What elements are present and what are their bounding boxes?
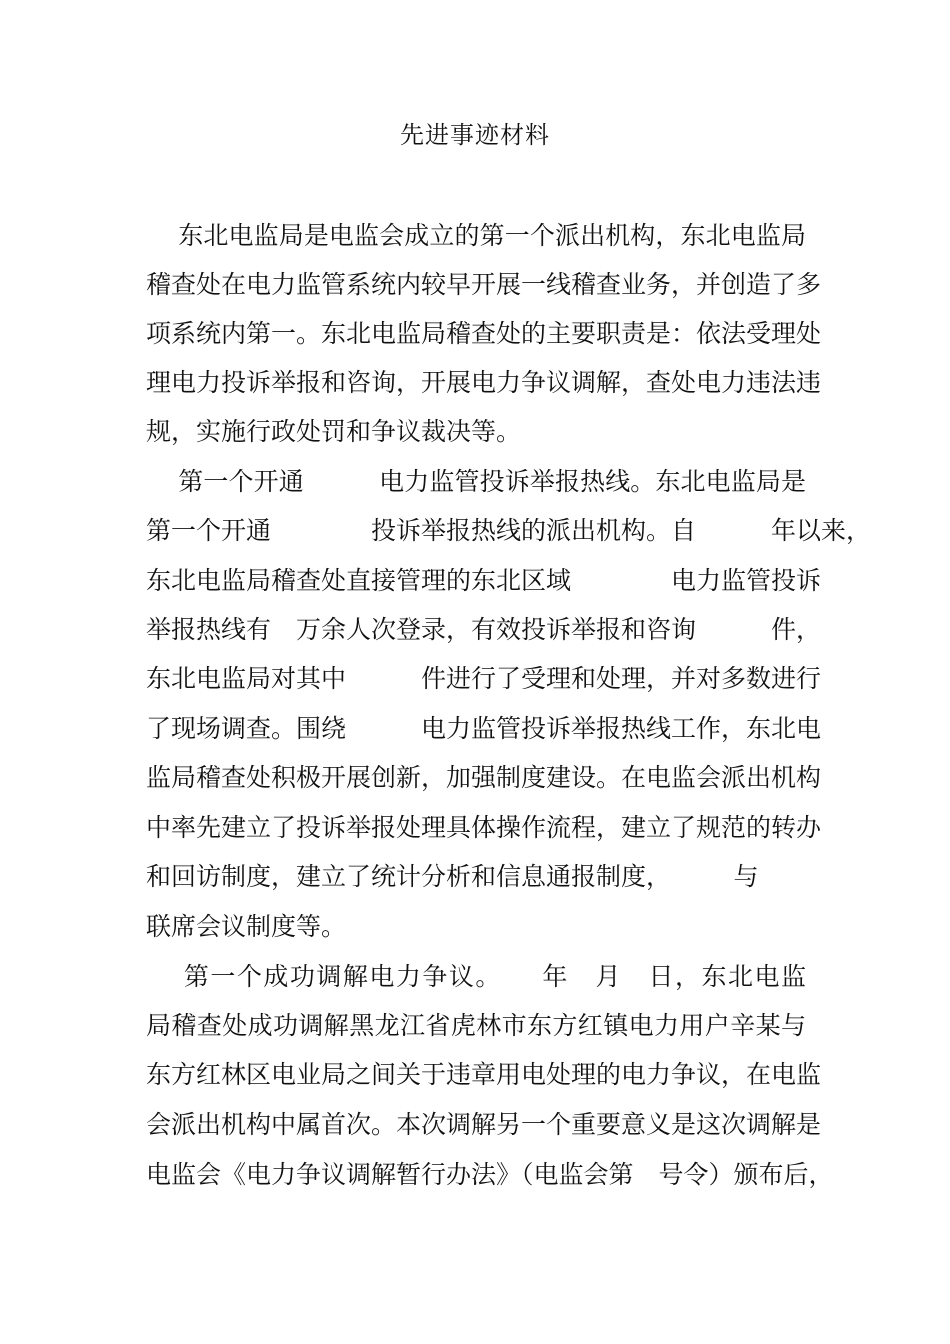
body-line: 和回访制度，建立了统计分析和信息通报制度， 与 <box>146 862 759 891</box>
body-line: 第一个开通 投诉举报热线的派出机构。自 年以来， <box>146 516 872 545</box>
document-title: 先进事迹材料 <box>400 121 550 149</box>
body-line: 中率先建立了投诉举报处理具体操作流程，建立了规范的转办 <box>146 813 822 842</box>
body-line: 东方红林区电业局之间关于违章用电处理的电力争议，在电监 <box>146 1060 822 1089</box>
body-line: 规，实施行政处罚和争议裁决等。 <box>146 417 522 446</box>
body-line: 东北电监局是电监会成立的第一个派出机构，东北电监局 <box>146 221 806 250</box>
body-line: 第一个成功调解电力争议。 年 月 日，东北电监 <box>146 962 806 991</box>
body-line: 联席会议制度等。 <box>146 912 347 941</box>
body-line: 理电力投诉举报和咨询，开展电力争议调解，查处电力违法违 <box>146 368 822 397</box>
body-line: 电监会《电力争议调解暂行办法》（电监会第 号令）颁布后， <box>146 1160 834 1189</box>
body-line: 稽查处在电力监管系统内较早开展一线稽查业务，并创造了多 <box>146 270 822 299</box>
body-line: 会派出机构中属首次。本次调解另一个重要意义是这次调解是 <box>146 1110 822 1139</box>
body-line: 了现场调查。围绕 电力监管投诉举报热线工作，东北电 <box>146 714 822 743</box>
body-line: 东北电监局对其中 件进行了受理和处理，并对多数进行 <box>146 664 822 693</box>
body-line: 监局稽查处积极开展创新，加强制度建设。在电监会派出机构 <box>146 763 822 792</box>
body-line: 举报热线有 万余人次登录，有效投诉举报和咨询 件， <box>146 615 822 644</box>
body-line: 东北电监局稽查处直接管理的东北区域 电力监管投诉 <box>146 566 822 595</box>
body-line: 第一个开通 电力监管投诉举报热线。东北电监局是 <box>146 467 806 496</box>
body-line: 局稽查处成功调解黑龙江省虎林市东方红镇电力用户辛某与 <box>146 1011 806 1040</box>
body-line: 项系统内第一。东北电监局稽查处的主要职责是：依法受理处 <box>146 319 822 348</box>
